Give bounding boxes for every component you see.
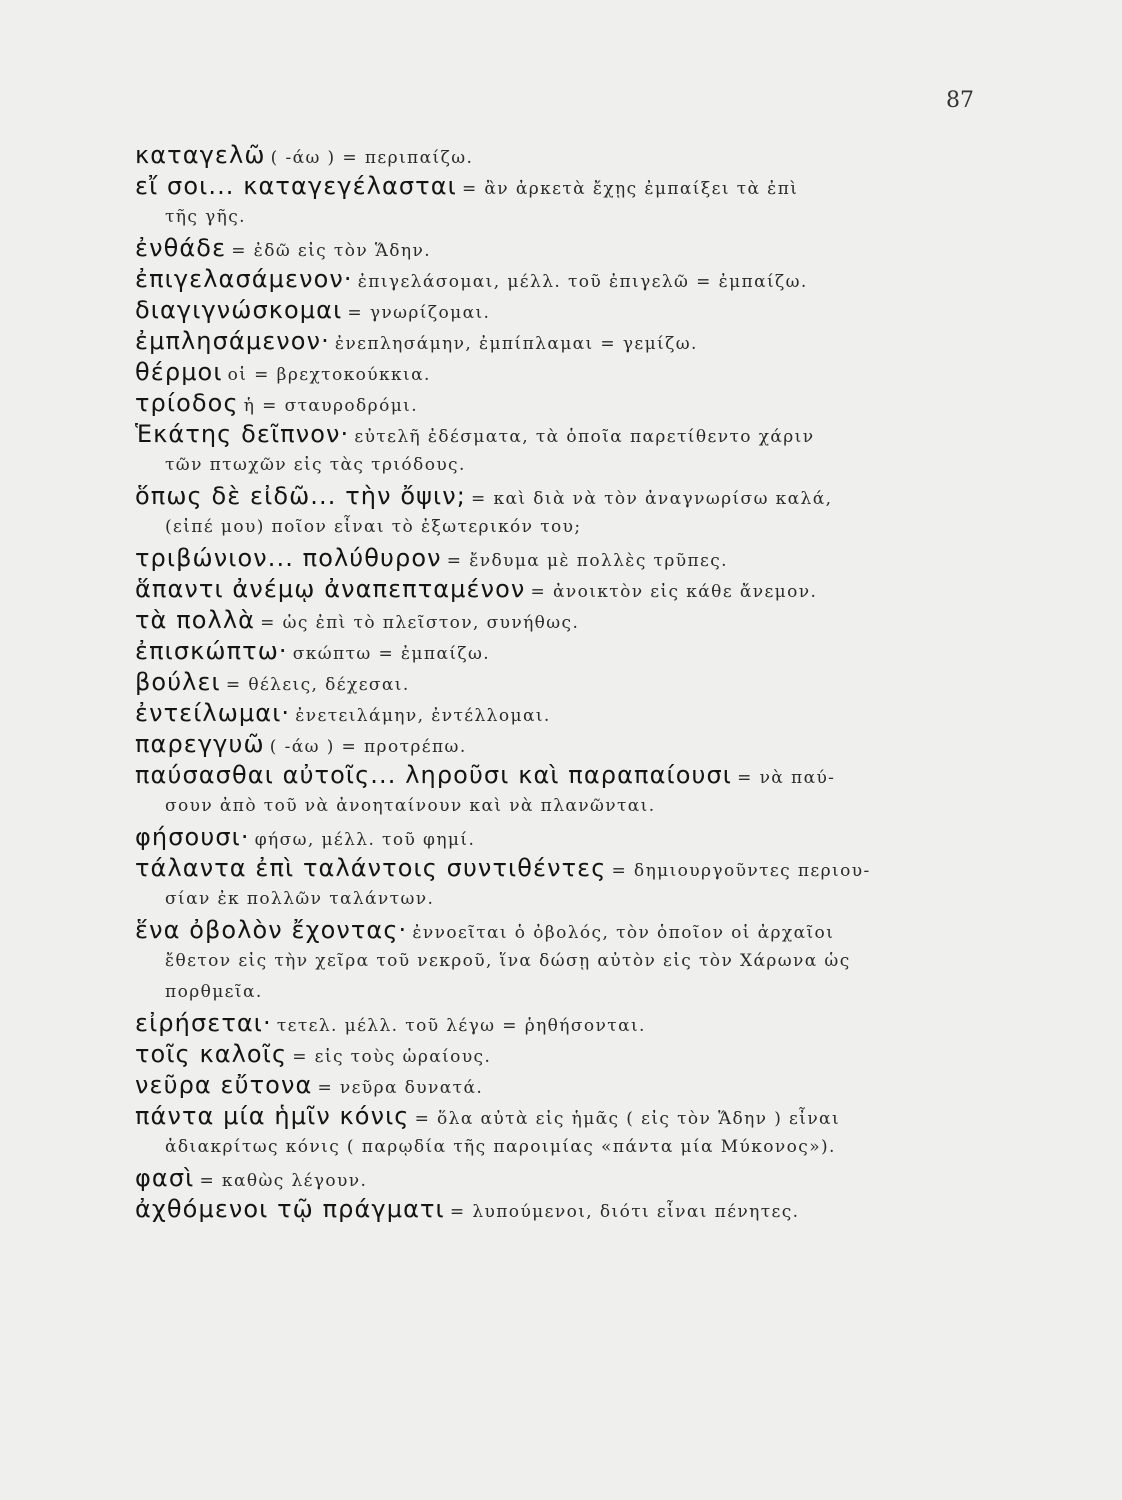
entry-line — [135, 822, 995, 853]
entry-lemma: ὅπως δὲ εἰδῶ... τὴν ὄψιν; — [135, 482, 466, 510]
entry-lemma: ἐνθάδε — [135, 234, 227, 262]
glossary-entry — [135, 233, 995, 264]
entry-line — [135, 419, 995, 450]
entry-continuation: σίαν ἐκ πολλῶν ταλάντων. — [165, 889, 435, 909]
entry-definition: = ἂν ἀρκετὰ ἔχῃς ἐμπαίξει τὰ ἐπὶ — [461, 179, 799, 199]
entry-line — [135, 1163, 995, 1194]
entry-line — [135, 171, 995, 202]
entry-definition: = ὅλα αὐτὰ εἰς ἡμᾶς ( εἰς τὸν Ἅδην ) εἶναι — [414, 1109, 841, 1129]
entry-continuation: ἀδιακρίτως κόνις ( παρῳδία τῆς παροιμίας «πάντα μία Μύκονος»). — [165, 1137, 836, 1157]
glossary-entry — [135, 667, 995, 698]
entry-lemma: ἕνα ὀβολὸν ἔχοντας· — [135, 916, 408, 944]
entry-definition: = ἔνδυμα μὲ πολλὲς τρῦπες. — [446, 551, 728, 571]
entry-lemma: τάλαντα ἐπὶ ταλάντοις συντιθέντες — [135, 854, 607, 882]
entry-line — [135, 1039, 995, 1070]
entry-definition: = καὶ διὰ νὰ τὸν ἀναγνωρίσω καλά, — [471, 489, 833, 509]
entry-continuation: τῶν πτωχῶν εἰς τὰς τριόδους. — [165, 455, 466, 475]
entry-definition: φήσω, μέλλ. τοῦ φημί. — [254, 830, 476, 850]
entry-line — [135, 388, 995, 419]
entry-definition: = ἀνοικτὸν εἰς κάθε ἄνεμον. — [530, 582, 818, 602]
entry-lemma: παρεγγυῶ — [135, 730, 265, 758]
entry-lemma: ἐμπλησάμενον· — [135, 327, 330, 355]
entry-definition: τετελ. μέλλ. τοῦ λέγω = ῥηθήσονται. — [276, 1016, 646, 1036]
entry-lemma: παύσασθαι αὐτοῖς... ληροῦσι καὶ παραπαίουσι — [135, 761, 733, 789]
entry-line — [135, 853, 995, 884]
glossary-entry — [135, 171, 995, 233]
entry-line — [135, 605, 995, 636]
entry-lemma: φασὶ — [135, 1164, 195, 1192]
entry-line — [135, 233, 995, 264]
entry-lemma: θέρμοι — [135, 358, 223, 386]
entry-continuation: σουν ἀπὸ τοῦ νὰ ἀνοηταίνουν καὶ νὰ πλανῶνται. — [165, 796, 656, 816]
entry-line — [135, 1101, 995, 1132]
entry-line — [135, 326, 995, 357]
entry-continuation: πορθμεῖα. — [165, 982, 263, 1002]
glossary-entry — [135, 698, 995, 729]
glossary-entry — [135, 605, 995, 636]
glossary-entry — [135, 388, 995, 419]
glossary-entry — [135, 326, 995, 357]
entry-continuation: ἔθετον εἰς τὴν χεῖρα τοῦ νεκροῦ, ἵνα δώσῃ αὐτὸν εἰς τὸν Χάρωνα ὡς — [165, 951, 851, 971]
entry-definition: = ὡς ἐπὶ τὸ πλεῖστον, συνήθως. — [260, 613, 580, 633]
glossary-entry — [135, 1194, 995, 1225]
entry-line — [135, 543, 995, 574]
entry-lemma: εἰρήσεται· — [135, 1009, 272, 1037]
entry-lemma: τρίοδος — [135, 389, 239, 417]
glossary-entry — [135, 264, 995, 295]
entry-line — [135, 140, 995, 171]
entry-definition: εὐτελῆ ἐδέσματα, τὰ ὁποῖα παρετίθεντο χάριν — [354, 427, 815, 447]
entry-lemma: ἐπισκώπτω· — [135, 637, 288, 665]
entry-line — [135, 357, 995, 388]
entry-lemma: τὰ πολλὰ — [135, 606, 256, 634]
entry-definition: = γνωρίζομαι. — [347, 303, 491, 323]
entry-lemma: πάντα μία ἡμῖν κόνις — [135, 1102, 410, 1130]
entry-definition: = νὰ παύ- — [737, 768, 836, 788]
entry-line — [135, 760, 995, 791]
glossary-entry — [135, 543, 995, 574]
entry-line — [135, 574, 995, 605]
glossary-entry — [135, 357, 995, 388]
page-number: 87 — [946, 88, 974, 113]
entry-lemma: ἀχθόμενοι τῷ πράγματι — [135, 1195, 445, 1223]
entry-lemma: Ἑκάτης δεῖπνον· — [135, 420, 350, 448]
entry-definition: ἐπιγελάσομαι, μέλλ. τοῦ ἐπιγελῶ = ἐμπαίζω. — [357, 272, 808, 292]
glossary-entry — [135, 1008, 995, 1039]
glossary-entry — [135, 481, 995, 543]
glossary-entry — [135, 822, 995, 853]
entry-definition: = ἐδῶ εἰς τὸν Ἅδην. — [231, 241, 432, 261]
entry-lemma: ἐντείλωμαι· — [135, 699, 291, 727]
entry-definition: σκώπτω = ἐμπαίζω. — [292, 644, 491, 664]
entry-definition: = θέλεις, δέχεσαι. — [225, 675, 410, 695]
entry-line — [135, 295, 995, 326]
glossary-entry — [135, 760, 995, 822]
entry-lemma: φήσουσι· — [135, 823, 250, 851]
glossary-entry — [135, 574, 995, 605]
glossary-entry — [135, 1070, 995, 1101]
glossary-entry — [135, 853, 995, 915]
glossary-entry — [135, 1163, 995, 1194]
glossary-entry — [135, 419, 995, 481]
entry-definition: ἐνετειλάμην, ἐντέλλομαι. — [295, 706, 551, 726]
glossary-list — [135, 140, 995, 1225]
entry-definition: ( -άω ) = περιπαίζω. — [270, 148, 474, 168]
glossary-entry — [135, 729, 995, 760]
glossary-entry — [135, 1101, 995, 1163]
entry-line — [135, 667, 995, 698]
entry-line — [135, 636, 995, 667]
entry-lemma: τριβώνιον... πολύθυρον — [135, 544, 442, 572]
entry-lemma: ἅπαντι ἀνέμῳ ἀναπεπταμένον — [135, 575, 526, 603]
entry-definition: ἐνεπλησάμην, ἐμπίπλαμαι = γεμίζω. — [334, 334, 698, 354]
entry-line — [135, 1070, 995, 1101]
entry-line — [135, 1008, 995, 1039]
entry-lemma: καταγελῶ — [135, 141, 266, 169]
entry-lemma: ἐπιγελασάμενον· — [135, 265, 353, 293]
entry-lemma: τοῖς καλοῖς — [135, 1040, 288, 1068]
entry-definition: = καθὼς λέγουν. — [199, 1171, 368, 1191]
entry-definition: = λυπούμενοι, διότι εἶναι πένητες. — [449, 1202, 800, 1222]
glossary-entry — [135, 1039, 995, 1070]
entry-definition: οἱ = βρεχτοκούκκια. — [227, 365, 431, 385]
entry-line — [135, 729, 995, 760]
entry-line — [135, 698, 995, 729]
entry-definition: = δημιουργοῦντες περιου- — [611, 861, 871, 881]
entry-continuation: τῆς γῆς. — [165, 207, 246, 227]
glossary-entry — [135, 915, 995, 1008]
entry-definition: = εἰς τοὺς ὡραίους. — [292, 1047, 492, 1067]
entry-definition: = νεῦρα δυνατά. — [317, 1078, 484, 1098]
entry-definition: ἡ = σταυροδρόμι. — [243, 396, 419, 416]
glossary-entry — [135, 295, 995, 326]
glossary-entry — [135, 140, 995, 171]
entry-line — [135, 915, 995, 946]
entry-lemma: εἴ σοι... καταγεγέλασται — [135, 172, 457, 200]
entry-line — [135, 1194, 995, 1225]
entry-definition: ἐννοεῖται ὁ ὀβολός, τὸν ὁποῖον οἱ ἀρχαῖοι — [412, 923, 835, 943]
glossary-entry — [135, 636, 995, 667]
entry-line — [135, 264, 995, 295]
entry-line — [135, 481, 995, 512]
entry-lemma: βούλει — [135, 668, 221, 696]
entry-lemma: διαγιγνώσκομαι — [135, 296, 343, 324]
entry-definition: ( -άω ) = προτρέπω. — [269, 737, 467, 757]
entry-continuation: (εἰπέ μου) ποῖον εἶναι τὸ ἐξωτερικόν του; — [165, 517, 582, 537]
entry-lemma: νεῦρα εὔτονα — [135, 1071, 313, 1099]
